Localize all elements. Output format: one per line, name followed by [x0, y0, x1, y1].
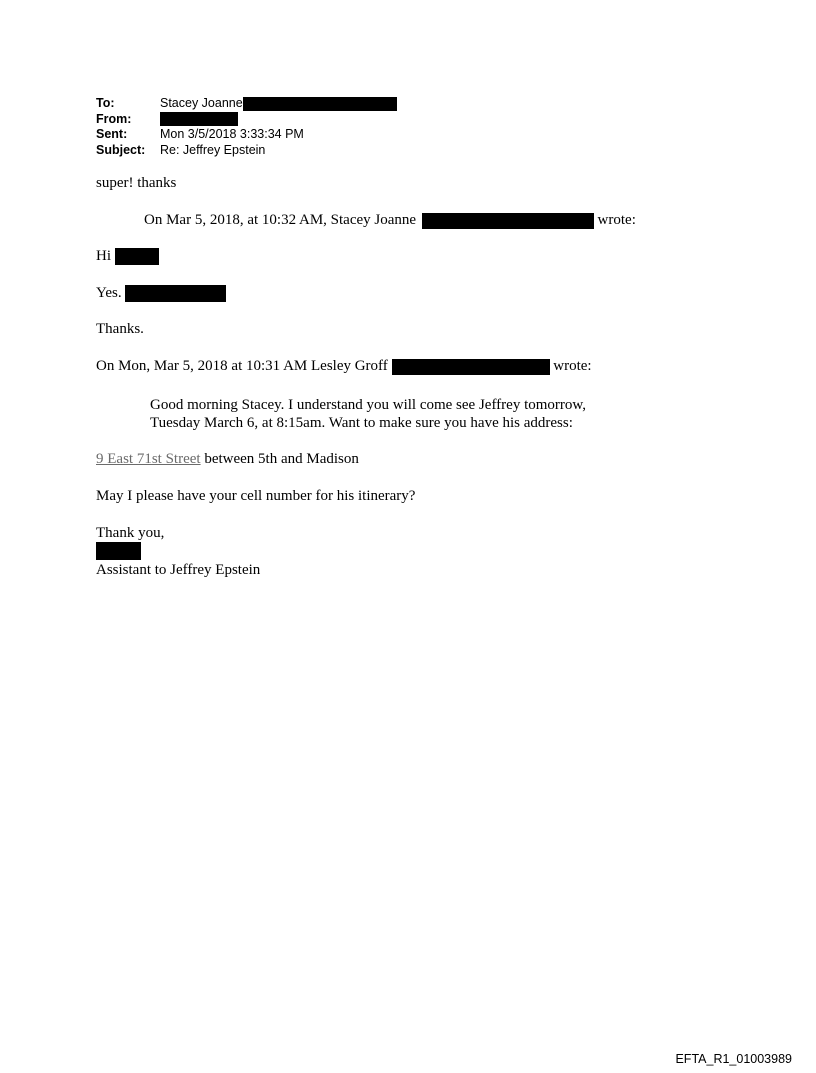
quoted-paragraph-line-2: Tuesday March 6, at 8:15am. Want to make sure you have his address: — [150, 415, 573, 431]
signature-name-line — [96, 541, 141, 560]
from-row — [96, 112, 397, 128]
reply-text: super! thanks — [96, 175, 177, 191]
redaction-block — [422, 213, 594, 229]
to-row — [96, 96, 397, 112]
yes-text: Yes. — [96, 285, 122, 301]
from-label: From: — [96, 111, 132, 126]
sent-value: Mon 3/5/2018 3:33:34 PM — [160, 127, 304, 141]
thanks-text: Thanks. — [96, 321, 144, 337]
sent-label: Sent: — [96, 127, 128, 141]
quote-header-1-prefix: On Mar 5, 2018, at 10:32 AM, Stacey Joanne — [144, 212, 417, 228]
document-id: EFTA_R1_01003989 — [675, 1052, 792, 1066]
greeting — [96, 247, 159, 265]
closing-text: Thank you, — [96, 525, 165, 541]
to-label: To: — [96, 96, 115, 110]
quote-header-2 — [96, 357, 592, 375]
yes-line — [96, 284, 226, 302]
redaction-block — [243, 97, 397, 111]
quote-header-2-suffix: wrote: — [553, 358, 592, 374]
quote-header-1-suffix: wrote: — [597, 212, 636, 228]
quote-header-1 — [144, 211, 636, 229]
quoted-paragraph-line-1: Good morning Stacey. I understand you will come see Jeffrey tomorrow, — [150, 397, 587, 413]
to-value: Stacey Joanne — [160, 96, 243, 110]
redaction-block — [125, 285, 226, 302]
quote-header-2-prefix: On Mon, Mar 5, 2018 at 10:31 AM Lesley Groff — [96, 358, 388, 374]
subject-value: Re: Jeffrey Epstein — [160, 142, 266, 157]
address-rest: between 5th and Madison — [200, 451, 359, 467]
redaction-block — [392, 359, 550, 375]
address-link[interactable]: 9 East 71st Street — [96, 451, 201, 467]
sent-row — [96, 127, 397, 143]
cell-request-text: May I please have your cell number for his itinerary? — [96, 488, 416, 504]
redaction-block — [115, 248, 159, 265]
redaction-block — [96, 542, 141, 560]
subject-label: Subject: — [96, 142, 146, 157]
address-line — [96, 450, 359, 468]
redaction-block — [160, 112, 238, 126]
email-header — [96, 96, 397, 158]
subject-row — [96, 143, 397, 159]
signature-text: Assistant to Jeffrey Epstein — [96, 562, 261, 578]
greeting-text: Hi — [96, 248, 111, 264]
